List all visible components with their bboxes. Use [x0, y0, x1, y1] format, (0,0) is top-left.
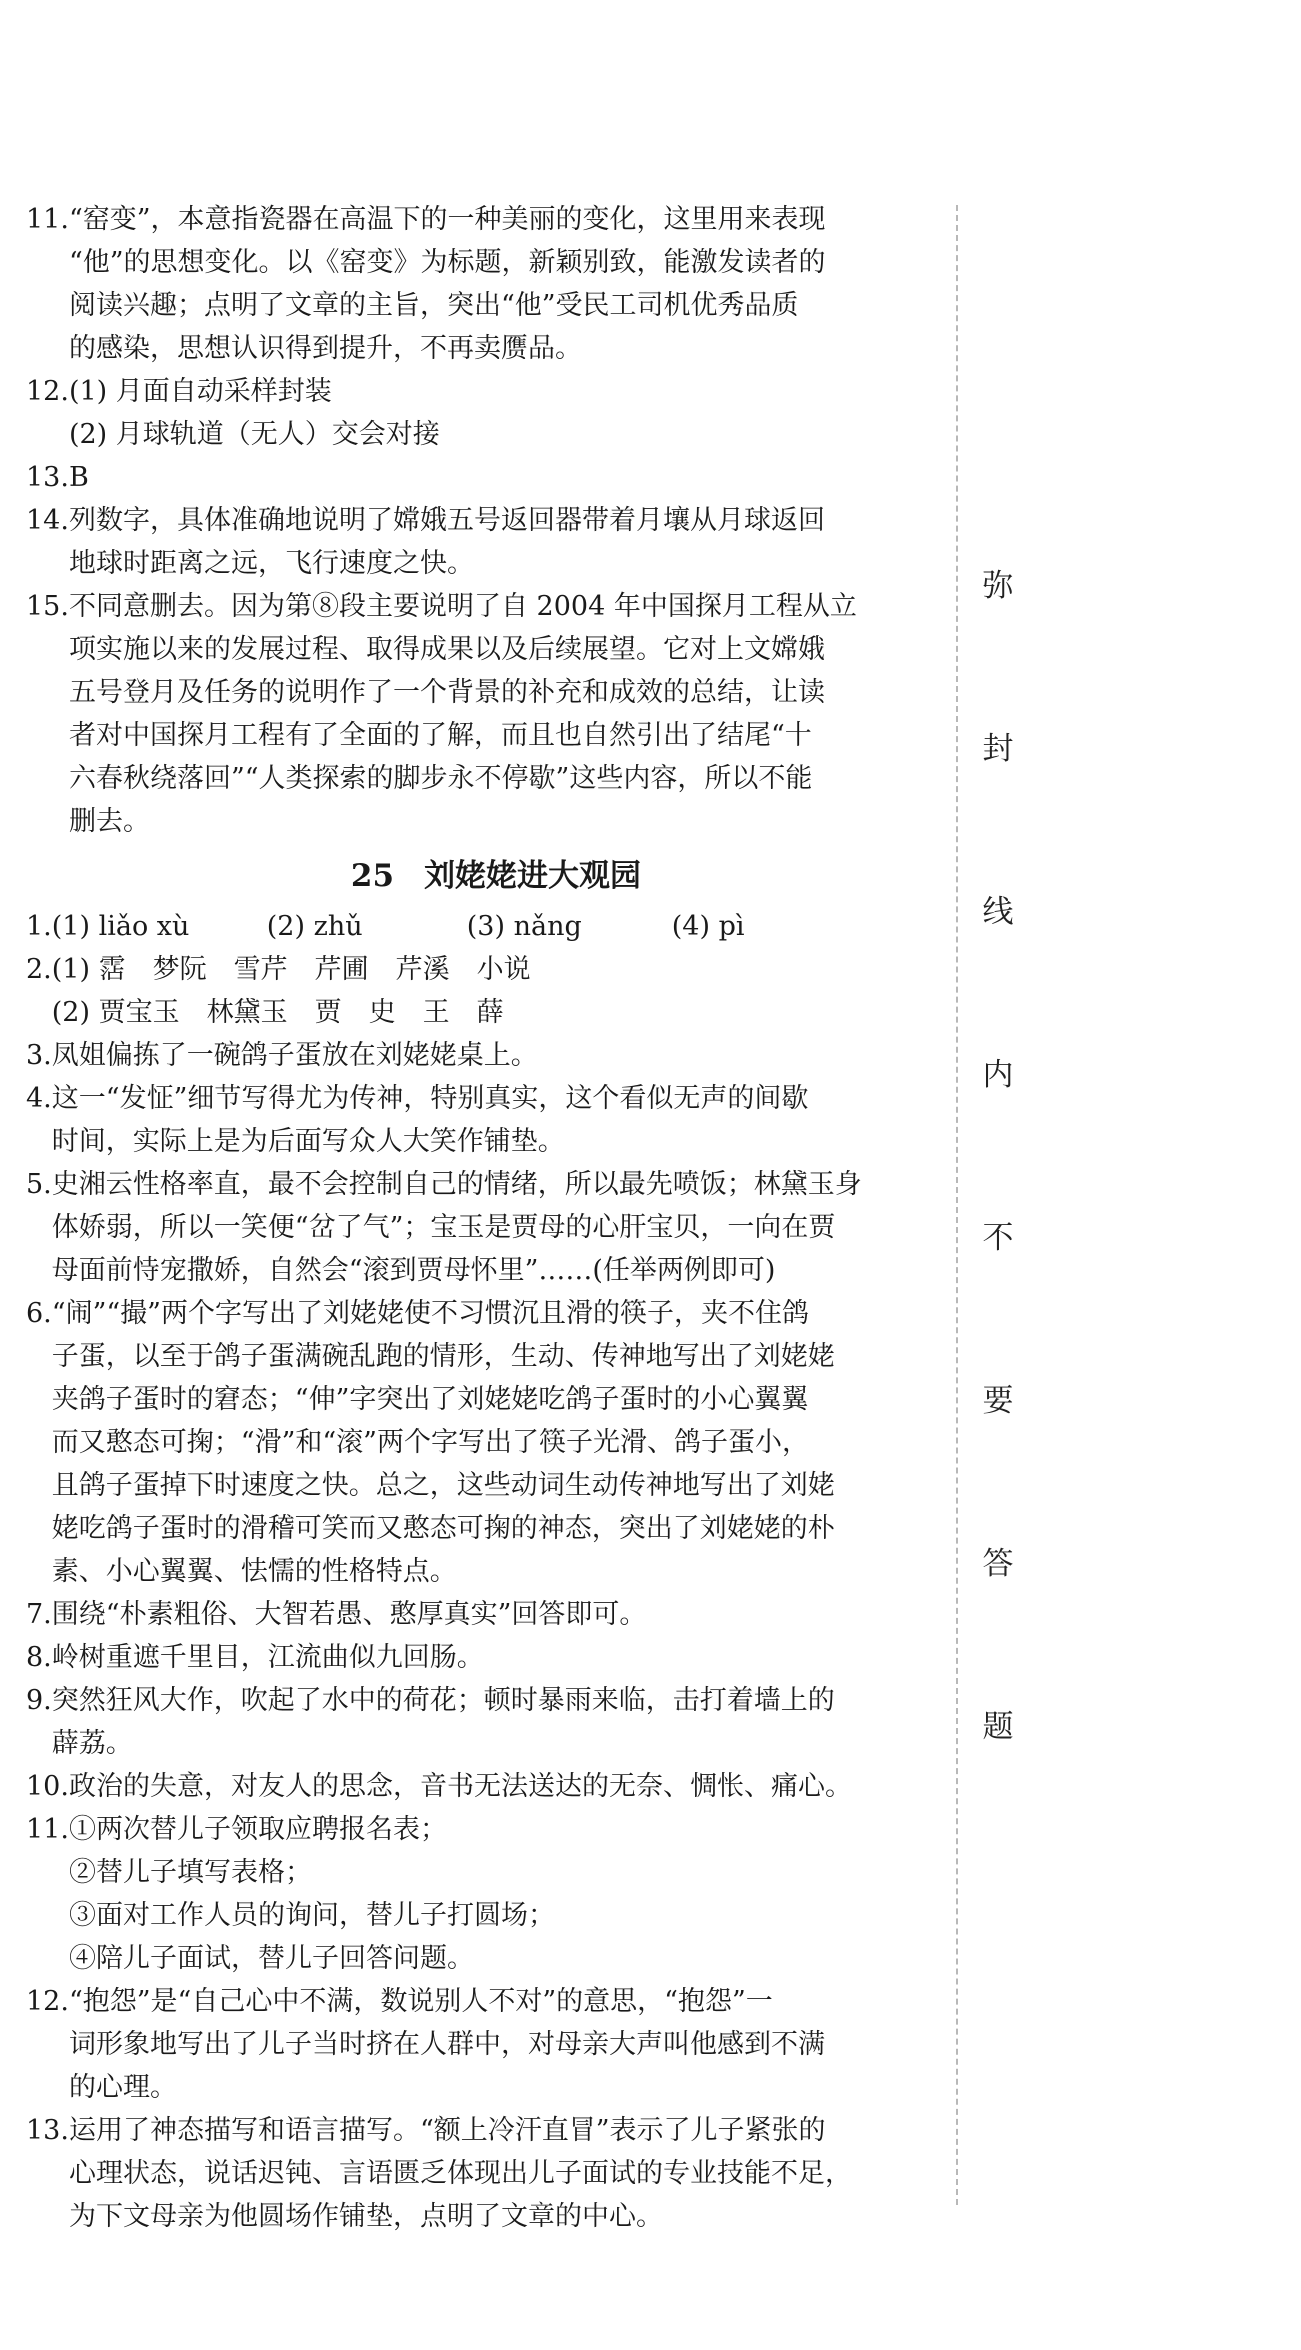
pinyin-answer: (2) zhǔ: [266, 911, 363, 942]
item-number: 6.: [26, 1298, 52, 1329]
text-line: 项实施以来的发展过程、取得成果以及后续展望。它对上文嫦娥: [68, 634, 825, 665]
item-number: 7.: [26, 1599, 52, 1630]
pinyin-answers: [52, 905, 926, 948]
answer-item: [26, 948, 926, 1034]
text-line: 五号登月及任务的说明作了一个背景的补充和成效的总结，让读: [68, 677, 825, 708]
seal-divider-line: [956, 205, 958, 2205]
seal-char: 不: [982, 1220, 1014, 1256]
item-text: [52, 1163, 926, 1292]
text-line: 薜荔。: [51, 1728, 133, 1759]
seal-char: 内: [982, 1057, 1014, 1093]
item-text: [52, 1636, 926, 1679]
text-line: 突然狂风大作，吹起了水中的荷花；顿时暴雨来临，击打着墙上的: [51, 1685, 835, 1716]
item-number: 2.: [26, 954, 52, 985]
text-line: (2) 贾宝玉 林黛玉 贾 史 王 薛: [51, 997, 504, 1028]
item-text: [69, 585, 926, 843]
answer-item: [26, 1808, 926, 1980]
seal-char: 弥: [982, 568, 1014, 604]
text-line: ①两次替儿子领取应聘报名表；: [68, 1814, 447, 1845]
text-line: (1) 月面自动采样封装: [68, 376, 332, 407]
text-line: 六春秋绕落回”“人类探索的脚步永不停歇”这些内容，所以不能: [68, 763, 813, 794]
answer-item: [26, 1980, 926, 2109]
text-line: “窑变”，本意指瓷器在高温下的一种美丽的变化，这里用来表现: [68, 204, 826, 235]
item-number: 5.: [26, 1169, 52, 1200]
answer-item: [26, 1077, 926, 1163]
item-text: [69, 1808, 926, 1980]
seal-char: 题: [982, 1709, 1014, 1745]
answer-item: [26, 1034, 926, 1077]
text-line: 夹鸽子蛋时的窘态；“伸”字突出了刘姥姥吃鸽子蛋时的小心翼翼: [51, 1384, 809, 1415]
item-text: [69, 499, 926, 585]
item-text: [52, 1292, 926, 1593]
item-text: [69, 1765, 926, 1808]
text-line: ③面对工作人员的询问，替儿子打圆场；: [68, 1900, 555, 1931]
pinyin-answer: (4) pì: [671, 911, 745, 942]
item-text: [69, 198, 926, 370]
item-text: [69, 370, 926, 456]
item-text: [69, 456, 926, 499]
item-number: 9.: [26, 1685, 52, 1716]
text-line: ②替儿子填写表格；: [68, 1857, 312, 1888]
text-line: “抱怨”是“自己心中不满，数说别人不对”的意思，“抱怨”一: [68, 1986, 773, 2017]
text-line: (1) 霑 梦阮 雪芹 芹圃 芹溪 小说: [51, 954, 531, 985]
text-line: 而又憨态可掬；“滑”和“滚”两个字写出了筷子光滑、鸽子蛋小，: [51, 1427, 809, 1458]
item-number: 12.: [26, 1986, 69, 2017]
item-number: 8.: [26, 1642, 52, 1673]
section-name: 刘姥姥进大观园: [424, 858, 642, 894]
seal-char: 要: [982, 1383, 1014, 1419]
text-line: 素、小心翼翼、怯懦的性格特点。: [51, 1556, 457, 1587]
text-line: 者对中国探月工程有了全面的了解，而且也自然引出了结尾“十: [68, 720, 812, 751]
pinyin-answer: (3) nǎng: [466, 911, 582, 942]
text-line: 删去。: [68, 806, 150, 837]
answer-item: [26, 499, 926, 585]
text-line: 且鸽子蛋掉下时速度之快。总之，这些动词生动传神地写出了刘姥: [51, 1470, 835, 1501]
text-line: 心理状态，说话迟钝、言语匮乏体现出儿子面试的专业技能不足，: [68, 2158, 852, 2189]
answer-item: [26, 198, 926, 370]
item-number: 4.: [26, 1083, 52, 1114]
text-line: 的心理。: [68, 2072, 177, 2103]
text-line: 为下文母亲为他圆场作铺垫，点明了文章的中心。: [68, 2201, 663, 2232]
text-line: 运用了神态描写和语言描写。“额上冷汗直冒”表示了儿子紧张的: [68, 2115, 826, 2146]
item-text: [52, 1593, 926, 1636]
text-line: 政治的失意，对友人的思念，音书无法送达的无奈、惆怅、痛心。: [68, 1771, 852, 1802]
text-line: 体娇弱，所以一笑便“岔了气”；宝玉是贾母的心肝宝贝，一向在贾: [51, 1212, 836, 1243]
answer-item: [26, 1679, 926, 1765]
text-line: 时间，实际上是为后面写众人大笑作铺垫。: [51, 1126, 565, 1157]
text-line: 史湘云性格率直，最不会控制自己的情绪，所以最先喷饭；林黛玉身: [51, 1169, 862, 1200]
answer-item: [26, 585, 926, 843]
item-number: 12.: [26, 376, 69, 407]
item-number: 13.: [26, 462, 69, 493]
section-number: 25: [350, 858, 395, 894]
text-line: (2) 月球轨道（无人）交会对接: [68, 419, 440, 450]
item-number: 10.: [26, 1771, 69, 1802]
text-line: 列数字，具体准确地说明了嫦娥五号返回器带着月壤从月球返回: [68, 505, 825, 536]
item-text: [52, 1679, 926, 1765]
item-text: [69, 1980, 926, 2109]
item-number: 11.: [26, 204, 69, 235]
section-title: [26, 847, 926, 905]
answer-item: [26, 1292, 926, 1593]
item-text: [69, 2109, 926, 2238]
item-number: 1.: [26, 911, 52, 942]
answer-list-bottom: [26, 948, 926, 2238]
item-number: 14.: [26, 505, 69, 536]
answer-item: [26, 905, 926, 948]
text-line: “他”的思想变化。以《窑变》为标题，新颖别致，能激发读者的: [68, 247, 826, 278]
answer-item: [26, 1163, 926, 1292]
seal-char: 答: [982, 1546, 1014, 1582]
pinyin-answer: (1) liǎo xù: [51, 911, 190, 942]
text-line: 这一“发怔”细节写得尤为传神，特别真实，这个看似无声的间歇: [51, 1083, 809, 1114]
item-number: 3.: [26, 1040, 52, 1071]
text-line: 姥吃鸽子蛋时的滑稽可笑而又憨态可掬的神态，突出了刘姥姥的朴: [51, 1513, 835, 1544]
text-line: 母面前恃宠撒娇，自然会“滚到贾母怀里”……(任举两例即可): [51, 1255, 776, 1286]
answer-item: [26, 2109, 926, 2238]
text-line: 凤姐偏拣了一碗鸽子蛋放在刘姥姥桌上。: [51, 1040, 538, 1071]
answer-item: [26, 370, 926, 456]
answer-item: [26, 1593, 926, 1636]
answer-list-top: [26, 198, 926, 843]
item-number: 11.: [26, 1814, 69, 1845]
text-line: 的感染，思想认识得到提升，不再卖赝品。: [68, 333, 582, 364]
text-line: 围绕“朴素粗俗、大智若愚、憨厚真实”回答即可。: [51, 1599, 647, 1630]
seal-line-notice: [978, 560, 1018, 1864]
answer-content: [26, 198, 926, 2238]
text-line: 岭树重遮千里目，江流曲似九回肠。: [51, 1642, 484, 1673]
text-line: ④陪儿子面试，替儿子回答问题。: [68, 1943, 474, 1974]
text-line: 阅读兴趣；点明了文章的主旨，突出“他”受民工司机优秀品质: [68, 290, 799, 321]
answer-item: [26, 1636, 926, 1679]
seal-char: 线: [982, 894, 1014, 930]
item-text: [52, 1077, 926, 1163]
text-line: 子蛋，以至于鸽子蛋满碗乱跑的情形，生动、传神地写出了刘姥姥: [51, 1341, 835, 1372]
answer-item: [26, 1765, 926, 1808]
text-line: 词形象地写出了儿子当时挤在人群中，对母亲大声叫他感到不满: [68, 2029, 825, 2060]
answer-item: [26, 456, 926, 499]
text-line: 地球时距离之远，飞行速度之快。: [68, 548, 474, 579]
item-text: [52, 1034, 926, 1077]
text-line: B: [68, 462, 89, 493]
seal-char: 封: [982, 731, 1014, 767]
item-text: [52, 948, 926, 1034]
item-number: 13.: [26, 2115, 69, 2146]
text-line: “闹”“撮”两个字写出了刘姥姥使不习惯沉且滑的筷子，夹不住鸽: [51, 1298, 809, 1329]
text-line: 不同意删去。因为第⑧段主要说明了自 2004 年中国探月工程从立: [68, 591, 857, 622]
item-number: 15.: [26, 591, 69, 622]
